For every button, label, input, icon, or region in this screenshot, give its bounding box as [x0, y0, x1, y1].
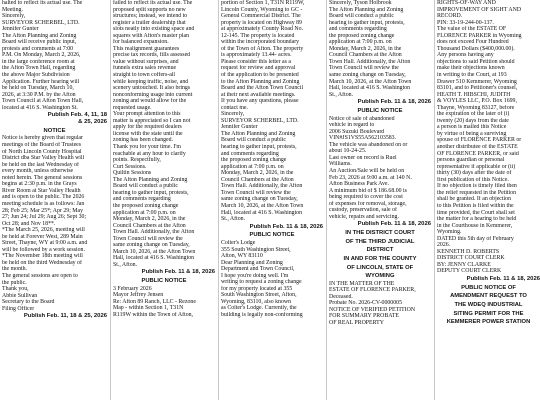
text-line: in the large conference room at	[2, 58, 75, 65]
notice-heading-block	[437, 285, 540, 326]
text-line: Council Chambers at the Afton	[221, 176, 294, 183]
text-line: slots neatly into existing space and	[113, 26, 195, 33]
court-heading-line: IN THE DISTRICT COURT	[345, 230, 415, 237]
text-line: HEATH T. HIBSCHI, JUDITH	[437, 91, 511, 98]
text-line: P.M. On Monday, March 2, 2026,	[2, 52, 81, 59]
text-line: make their objections known	[437, 65, 505, 72]
text-line: Hall, located at 416 S. Washington	[221, 209, 303, 216]
text-line: Curt Sessions.	[113, 163, 147, 170]
text-line: Dear Planning and Zoning	[221, 259, 283, 266]
text-line: in the Courthouse in Kemmerer,	[437, 222, 513, 229]
text-line: portion of Section 1, T31N R119W,	[221, 0, 305, 6]
text-line: and comments regarding	[113, 196, 171, 203]
text-line: funnels extra sales revenue	[113, 65, 177, 72]
text-line: RIGHTS-OF-WAY AND	[437, 0, 496, 6]
text-line: NOTICE OF VERIFIED PETITION	[329, 306, 416, 313]
text-line: by virtue of being a surviving	[437, 130, 507, 137]
text-line: to this Petition is filed within the	[437, 202, 514, 209]
text-line: precise tax records, fills assessed	[113, 52, 191, 59]
text-line: *The November 18th meeting will	[2, 253, 83, 260]
text-line: St., Afton.	[329, 91, 354, 98]
text-line: Council Chambers at the Afton	[113, 222, 186, 229]
text-line: while keeping traffic, noise, and	[113, 78, 189, 85]
text-line: Drawer 510 Kemmerer, Wyoming	[437, 78, 517, 85]
text-line: Sincerely,	[2, 13, 26, 20]
text-line: every month, unless otherwise	[2, 168, 74, 175]
column-2	[110, 0, 215, 400]
text-line: Secretary to the Board	[2, 299, 55, 306]
text-line: the Afton Town Hall, regarding	[2, 65, 76, 72]
text-line: in writing to the Court, at 193	[437, 72, 507, 79]
text-line: General Commercial District. The	[221, 13, 301, 20]
notice-heading: PUBLIC NOTICE	[357, 108, 403, 114]
text-line: The Afton Planning and Zoning	[329, 6, 404, 13]
text-line: the proposed zoning change	[221, 157, 287, 164]
notice-block	[2, 135, 107, 312]
text-line: be held on the last Wednesday of	[2, 161, 79, 168]
column-5	[434, 0, 540, 400]
court-heading-line: WYOMING	[365, 273, 395, 280]
text-line: shall be granted. If an objection	[437, 196, 511, 203]
text-line: ESTATE OF FLORENCE PARKER,	[329, 287, 416, 294]
text-line: Notice is hereby given that regular	[2, 135, 83, 142]
text-line: objections to said Petition should	[437, 58, 515, 65]
notice-block	[221, 240, 323, 319]
text-line: Board and the Afton Town Council	[221, 85, 304, 92]
text-line: SURVEYOR SCHERBEL, LTD.	[221, 117, 299, 124]
text-line: Feb 23, 2026 at 9:00 a.m. at 140 N.	[329, 174, 412, 181]
column-3	[218, 0, 323, 400]
text-line: scenery untouched. It also brings	[113, 85, 191, 92]
text-line: license with the state until the	[113, 130, 183, 137]
text-line: vehicle, repairs and servicing.	[329, 213, 399, 220]
text-line: a person is mailed this Notice	[437, 124, 507, 131]
notice-block	[113, 286, 215, 319]
text-line: This realignment guarantees	[113, 45, 180, 52]
text-line: & VOYLES LLC, P.O. Box 1699,	[437, 98, 517, 105]
text-line: 2026.	[437, 242, 451, 249]
text-line: St., Afton.	[221, 216, 246, 223]
text-line: Any persons having any	[437, 52, 494, 59]
text-line: value without surprises, and	[113, 58, 179, 65]
notice-heading-line: THE WDEQ INDUSTRIAL	[454, 301, 523, 308]
text-line: DISTRICT COURT CLERK	[437, 255, 505, 262]
text-line: of expenses for removal, storage,	[329, 200, 407, 207]
text-line: Re: Afton 89 Ranch, LLC - Rezone	[113, 298, 196, 305]
text-line: persons guardian or personal	[437, 157, 505, 164]
text-line: writing to request a zoning change	[221, 279, 302, 286]
text-line: Notice of sale of abandoned	[329, 115, 395, 122]
text-line: zoning and would allow for the	[113, 98, 187, 105]
text-line: Please consider this letter as a	[221, 58, 291, 65]
text-line: structures; instead, we intend to	[113, 13, 188, 20]
text-line: same zoning change on Tuesday,	[221, 196, 298, 203]
text-line: Williams.	[329, 161, 352, 168]
text-line: River Room at Star Valley Health	[2, 187, 81, 194]
text-line: at approximately County Road No.	[221, 26, 303, 33]
text-line: Wyoming.	[437, 229, 462, 236]
notice-block	[329, 0, 431, 98]
text-line: hearing to gather input, protests,	[113, 189, 189, 196]
text-line: Town Council at Afton Town Hall,	[2, 98, 84, 105]
text-line: A minimum bid of $ 186.68.00 is	[329, 187, 407, 194]
text-line: Department and Town Council,	[221, 266, 295, 273]
text-line: zoning has been changed.	[113, 137, 174, 144]
text-line: about 10-24-25.	[329, 148, 367, 155]
text-line: SURVEYOR SCHERBEL, LTD.	[2, 19, 80, 26]
text-line: protests and comments at 7:00	[2, 45, 74, 52]
publish-line: Publish Feb. 11 & 18, 2026	[357, 221, 431, 228]
text-line: Abbie Sullivan	[2, 292, 38, 299]
text-line: vehicle in regard to	[329, 122, 375, 129]
text-line: Thayne, Wyoming 83127, before	[437, 104, 515, 111]
text-line: Street, Thayne, WY at 9:00 a.m. and	[2, 240, 88, 247]
text-line: time provided, the Court shall set	[437, 209, 515, 216]
text-line: The Afton Planning and Zoning	[113, 176, 188, 183]
text-line: failed to reflect its actual use. The	[113, 0, 193, 6]
publish-line: & 25, 2026	[78, 119, 107, 126]
text-line: as Colter's Lodge. Currently, the	[221, 305, 297, 312]
text-line: Thousand Dollars ($400,000.00).	[437, 45, 515, 52]
text-line: the public.	[2, 279, 27, 286]
text-line: application at 7:00 p.m. on	[113, 209, 176, 216]
text-line: and comments regarding	[329, 26, 387, 33]
notice-block	[113, 0, 215, 268]
text-line: the proposed zoning change	[113, 202, 179, 209]
text-line: The Afton Planning and Zoning	[221, 130, 296, 137]
text-line: RECORD.	[437, 13, 463, 20]
text-line: to the Afton Planning and Zoning	[221, 78, 300, 85]
text-line: Sincerely, Tyson Holbrook	[329, 0, 392, 6]
text-line: 28; Feb 25; Mar 25*; Apr 29; May	[2, 207, 83, 214]
text-line: KENNETH D. ROBERTS	[437, 248, 500, 255]
text-line: hearing to gather input, protests,	[221, 144, 297, 151]
text-line: same zoning change on Tuesday,	[329, 72, 406, 79]
text-line: and is open to the public. The 2026	[2, 194, 85, 201]
notice-heading: PUBLIC NOTICE	[141, 278, 187, 285]
text-line: first publication of this Notice.	[437, 176, 509, 183]
text-line: contact me.	[221, 104, 248, 111]
text-line: squares with Afton's master plan	[113, 32, 190, 39]
text-line: South Washington Street, Afton,	[221, 292, 297, 299]
text-line: the expiration of the later of (i)	[437, 111, 510, 118]
text-line: IMPROVEMENT OF SIGHT AND	[437, 6, 522, 13]
text-line: meeting schedule is as follows: Jan	[2, 200, 85, 207]
text-line: IN THE MATTER OF THE	[329, 280, 395, 287]
text-line: DEPUTY COURT CLERK	[437, 268, 502, 275]
text-line: Meeting.	[2, 6, 23, 13]
notice-block	[221, 0, 323, 223]
notice-heading-line: KEMMERER POWER STATION	[446, 319, 531, 326]
text-line: straight to town coffers-all	[113, 72, 176, 79]
text-line: OF REAL PROPERTY	[329, 319, 384, 326]
text-line: 2026, at 3:30 P.M. by the Afton	[2, 91, 76, 98]
text-line: Thank you for your time. I'm	[113, 144, 181, 151]
text-line: Quiltin Sessions	[113, 170, 152, 177]
text-line: apply for the required dealers	[113, 124, 182, 131]
text-line: 83101, and to Petitioner's counsel,	[437, 85, 518, 92]
text-line: be held on Tuesday, March 10,	[2, 85, 74, 92]
text-line: requested usage.	[113, 104, 152, 111]
text-line: being required to cover the cost	[329, 194, 403, 201]
text-line: Afton Business Park Ave.	[329, 181, 389, 188]
text-line: The value of the ESTATE OF	[437, 26, 507, 33]
text-line: DATED this 5th day of February	[437, 235, 514, 242]
notice-block	[437, 0, 540, 275]
publish-line: Publish Feb. 11, 18 & 25, 2026	[23, 313, 107, 320]
text-line: VIN#JS1VS55A562103583.	[329, 135, 397, 142]
text-line: Afton, WY 83110	[221, 253, 263, 260]
text-line: be held at Forever West, 289 Main	[2, 233, 83, 240]
text-line: be held on the third Wednesday of	[2, 259, 82, 266]
text-line: noted herein. The general sessions	[2, 174, 83, 181]
text-line: Your prompt attention to this	[113, 111, 181, 118]
text-line: another distributee of the ESTATE	[437, 144, 518, 151]
text-line: matter is appreciated so I can not	[113, 117, 191, 124]
text-line: Sincerely,	[221, 111, 245, 118]
notice-heading-line: AMENDMENT REQUEST TO	[450, 293, 527, 300]
text-line: 3 February 2026	[113, 285, 152, 292]
text-line: halted to reflect its actual use. The	[2, 0, 83, 6]
court-heading	[329, 230, 431, 280]
text-line: 27; Jun 24; Jul 29; Aug 26; Sept 30;	[2, 214, 87, 221]
text-line: Town Hall. Additionally, the Afton	[221, 183, 303, 190]
column-1	[2, 0, 107, 400]
text-line: Deceased.	[329, 293, 353, 300]
publish-line: Publish Feb. 11 & 18, 2026	[466, 275, 540, 282]
text-line: Hall, located at 416 S. Washington	[113, 255, 195, 262]
text-line: Town Council will review the	[113, 235, 183, 242]
text-line: the month.	[2, 266, 27, 273]
text-line: 355 South Washington Street,	[221, 246, 291, 253]
notice-block	[2, 0, 107, 111]
text-line: thirty (30) days after the date of	[437, 170, 512, 177]
text-line: Mayor Jeffrey Jensen	[113, 292, 164, 299]
text-line: Jennifer Gunter	[2, 26, 39, 33]
text-line: Map - within Section 1, T31N	[113, 305, 184, 312]
text-line: same zoning change on Tuesday,	[113, 242, 190, 249]
text-line: the relief requested in the Petition	[437, 189, 517, 196]
text-line: meetings of the Board of Trustees	[2, 142, 82, 149]
text-line: Board will receive public input,	[2, 39, 77, 46]
text-line: Application. Further hearing will	[2, 78, 80, 85]
text-line: Monday, March 2, 2026, in the	[221, 170, 294, 177]
text-line: the proposed zoning change	[329, 32, 395, 39]
text-line: 2006 Suzuki Boulevard	[329, 128, 385, 135]
text-line: March 10, 2026, at the Afton Town	[221, 202, 304, 209]
text-line: proposed split supports no new	[113, 6, 186, 13]
text-line: of North Lincoln County Hospital	[2, 148, 82, 155]
text-line: Last owner on record is Ruel	[329, 154, 397, 161]
text-line: Board will conduct a public	[329, 13, 394, 20]
text-line: hearing to gather input, protests,	[329, 19, 405, 26]
text-line: is approximately 13.44- acres.	[221, 52, 292, 59]
text-line: nonconforming usage into current	[113, 91, 193, 98]
text-line: An Auction/Sale will be held on	[329, 167, 405, 174]
text-line: of the Town of Afton. The property	[221, 45, 304, 52]
text-line: Board will conduct a public	[221, 137, 286, 144]
text-line: property is located on Highway 89	[221, 19, 302, 26]
text-line: *The March 25, 2026, meeting will	[2, 227, 85, 234]
text-line: building is legally non-conforming	[221, 312, 303, 318]
notice-block	[329, 281, 431, 327]
text-line: Probate No. 2026-CV-0000005	[329, 300, 402, 307]
text-line: Town Council will review the	[221, 189, 291, 196]
text-line: March 10, 2026, at the Afton Town	[329, 78, 412, 85]
text-line: FOR SUMMARY PROBATE	[329, 313, 399, 320]
text-line: the above Major Subdivision	[2, 72, 70, 79]
text-line: spouse of FLORENCE PARKER or	[437, 137, 522, 144]
text-line: located at 416 S. Washington St.	[2, 104, 78, 111]
text-line: application at 7:00 p.m. on	[221, 163, 284, 170]
text-line: Town Hall. Additionally, the Afton	[329, 58, 411, 65]
text-line: Council Chambers at the Afton	[329, 52, 402, 59]
publish-line: Publish Feb. 11 & 18, 2026	[357, 99, 431, 106]
text-line: does not exceed Four Hundred	[437, 39, 509, 46]
text-line: March 10, 2026, at the Afton Town	[113, 248, 196, 255]
text-line: Board will conduct a public	[113, 183, 178, 190]
text-line: Monday, March 2, 2026, in the	[113, 216, 186, 223]
text-line: reachable at any hour to clarify	[113, 150, 186, 157]
text-line: at their next available meetings.	[221, 91, 296, 98]
text-line: St., Afton.	[113, 261, 138, 268]
text-line: the matter for a hearing to be held	[437, 216, 517, 223]
text-line: PIN: 33-19-244-00-137.	[437, 19, 494, 26]
court-heading-line: DISTRICT	[366, 247, 394, 254]
text-line: for balanced expansion.	[113, 39, 169, 46]
text-line: Lincoln County, Wyoming to GC -	[221, 6, 303, 13]
text-line: Hall, located at 416 S. Washington	[329, 85, 411, 92]
text-line: Wyoming, 83110, also known	[221, 298, 292, 305]
court-heading-line: OF THE THIRD JUDICIAL	[345, 238, 415, 245]
text-line: District dba Star Valley Health will	[2, 155, 85, 162]
notice-heading: NOTICE	[43, 127, 66, 134]
notice-block	[329, 116, 431, 221]
text-line: Filing Officer	[2, 305, 35, 312]
text-line: and comments regarding	[221, 150, 279, 157]
publish-line: Publish Feb. 11 & 18, 2026	[141, 269, 215, 276]
publish-line: Publish Feb. 4, 11, 18	[47, 112, 107, 119]
column-4	[326, 0, 431, 400]
text-line: will be followed by a work session.	[2, 246, 85, 253]
court-heading-line: OF LINCOLN, STATE OF	[346, 264, 414, 271]
publish-line: Publish Feb. 11 & 18, 2026	[249, 223, 323, 230]
text-line: 12-145. The property is located	[221, 32, 295, 39]
text-line: twenty (20) days from the date	[437, 117, 509, 124]
text-line: Town Hall. Additionally, the Afton	[113, 229, 195, 236]
court-heading-line: IN AND FOR THE COUNTY	[343, 255, 417, 262]
text-line: FLORENCE PARKER in Wyoming	[437, 32, 522, 39]
text-line: within the incorporated boundary	[221, 39, 300, 46]
text-line: for my property located at 355	[221, 285, 293, 292]
text-line: application at 7:00 p.m. on	[329, 39, 392, 46]
text-line: The general sessions are open to	[2, 272, 78, 279]
text-line: Monday, March 2, 2026, in the	[329, 45, 402, 52]
text-line: custody, preservation, sale of	[329, 207, 397, 214]
text-line: Colter's Lodge	[221, 239, 256, 246]
text-line: register a trailer dealership that	[113, 19, 186, 26]
notice-heading-line: SITING PERMIT FOR THE	[453, 310, 524, 317]
text-line: R119W within the Town of Afton,	[113, 312, 193, 318]
text-line: I hope you're doing well. I'm	[221, 272, 289, 279]
text-line: representative if applicable or (ii)	[437, 163, 516, 170]
text-line: OF FLORENCE PARKER, or said	[437, 150, 519, 157]
text-line: BY: JENNY CLARKE	[437, 261, 491, 268]
text-line: Oct 28; and Nov 18**.	[2, 220, 56, 227]
text-line: If you have any questions, please	[221, 98, 299, 105]
text-line: Town Council will review the	[329, 65, 399, 72]
text-line: of the application to be presented	[221, 72, 299, 79]
notice-heading-line: PUBLIC NOTICE OF	[461, 284, 516, 291]
text-line: begins at 2:30 p.m. in the Grays	[2, 181, 77, 188]
notice-heading: PUBLIC NOTICE	[249, 232, 295, 239]
text-line: Jennifer Gunter	[221, 124, 258, 131]
text-line: The vehicle was abandoned on or	[329, 141, 408, 148]
text-line: request for review and approval	[221, 65, 296, 72]
text-line: points. Respectfully,	[113, 157, 161, 164]
text-line: If no objection is timely filed then	[437, 183, 517, 190]
text-line: Thank you,	[2, 286, 29, 293]
text-line: The Afton Planning and Zoning	[2, 32, 77, 39]
